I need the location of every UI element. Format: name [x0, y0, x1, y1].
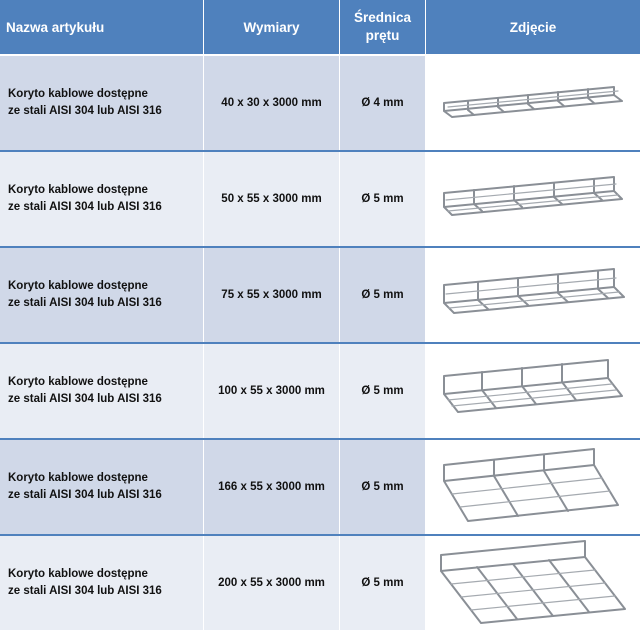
table-row — [0, 344, 640, 440]
photo-cell — [426, 440, 640, 534]
photo-cell — [426, 536, 640, 630]
dimensions-cell — [204, 248, 339, 342]
table-row — [0, 152, 640, 248]
product-name-line1: Koryto kablowe dostępne — [8, 280, 148, 292]
dimensions-cell — [204, 344, 339, 438]
diameter-cell — [340, 152, 425, 246]
dimensions-cell — [204, 152, 339, 246]
header-diameter — [340, 0, 425, 54]
dimensions-value: 166 x 55 x 3000 mm — [218, 481, 325, 493]
header-dimensions-label: Wymiary — [243, 19, 300, 35]
cable-tray-wire-mesh-icon — [438, 263, 628, 327]
header-diameter-line1: Średnica — [353, 10, 412, 25]
header-photo — [426, 0, 640, 54]
product-name-line1: Koryto kablowe dostępne — [8, 472, 148, 484]
header-dimensions — [204, 0, 339, 54]
product-name-cell — [0, 344, 203, 438]
diameter-cell — [340, 440, 425, 534]
table-row — [0, 440, 640, 536]
cable-tray-wire-mesh-icon — [438, 356, 628, 426]
dimensions-value: 200 x 55 x 3000 mm — [218, 577, 325, 589]
diameter-cell — [340, 56, 425, 150]
photo-cell — [426, 248, 640, 342]
product-name-line1: Koryto kablowe dostępne — [8, 376, 148, 388]
dimensions-value: 100 x 55 x 3000 mm — [218, 385, 325, 397]
dimensions-cell — [204, 440, 339, 534]
photo-cell — [426, 56, 640, 150]
product-name-cell — [0, 536, 203, 630]
product-name-line2: ze stali AISI 304 lub AISI 316 — [8, 105, 162, 117]
header-name-label: Nazwa artykułu — [6, 19, 105, 35]
product-name-cell — [0, 152, 203, 246]
dimensions-value: 40 x 30 x 3000 mm — [221, 97, 322, 109]
product-name-line1: Koryto kablowe dostępne — [8, 88, 148, 100]
dimensions-value: 50 x 55 x 3000 mm — [221, 193, 322, 205]
cable-tray-wire-mesh-icon — [438, 73, 628, 133]
product-name-line2: ze stali AISI 304 lub AISI 316 — [8, 585, 162, 597]
product-name-line2: ze stali AISI 304 lub AISI 316 — [8, 489, 162, 501]
photo-cell — [426, 344, 640, 438]
diameter-value: Ø 5 mm — [361, 577, 404, 589]
diameter-value: Ø 5 mm — [361, 289, 404, 301]
diameter-cell — [340, 536, 425, 630]
header-photo-label: Zdjęcie — [509, 19, 557, 35]
product-name-line2: ze stali AISI 304 lub AISI 316 — [8, 201, 162, 213]
product-name-cell — [0, 440, 203, 534]
dimensions-cell — [204, 536, 339, 630]
photo-cell — [426, 152, 640, 246]
table-row — [0, 248, 640, 344]
dimensions-value: 75 x 55 x 3000 mm — [221, 289, 322, 301]
cable-tray-wire-mesh-icon — [438, 445, 628, 529]
product-name-line2: ze stali AISI 304 lub AISI 316 — [8, 393, 162, 405]
dimensions-cell — [204, 56, 339, 150]
diameter-value: Ø 5 mm — [361, 193, 404, 205]
product-name-line1: Koryto kablowe dostępne — [8, 568, 148, 580]
diameter-cell — [340, 248, 425, 342]
table-row — [0, 56, 640, 152]
diameter-cell — [340, 344, 425, 438]
header-name — [0, 0, 203, 54]
table-row — [0, 536, 640, 632]
diameter-value: Ø 5 mm — [361, 385, 404, 397]
product-name-cell — [0, 248, 203, 342]
diameter-value: Ø 4 mm — [361, 97, 404, 109]
product-name-line2: ze stali AISI 304 lub AISI 316 — [8, 297, 162, 309]
cable-tray-wire-mesh-icon — [438, 169, 628, 229]
cable-tray-wire-mesh-icon — [435, 537, 631, 629]
diameter-value: Ø 5 mm — [361, 481, 404, 493]
header-diameter-line2: prętu — [365, 28, 400, 43]
product-name-line1: Koryto kablowe dostępne — [8, 184, 148, 196]
product-name-cell — [0, 56, 203, 150]
